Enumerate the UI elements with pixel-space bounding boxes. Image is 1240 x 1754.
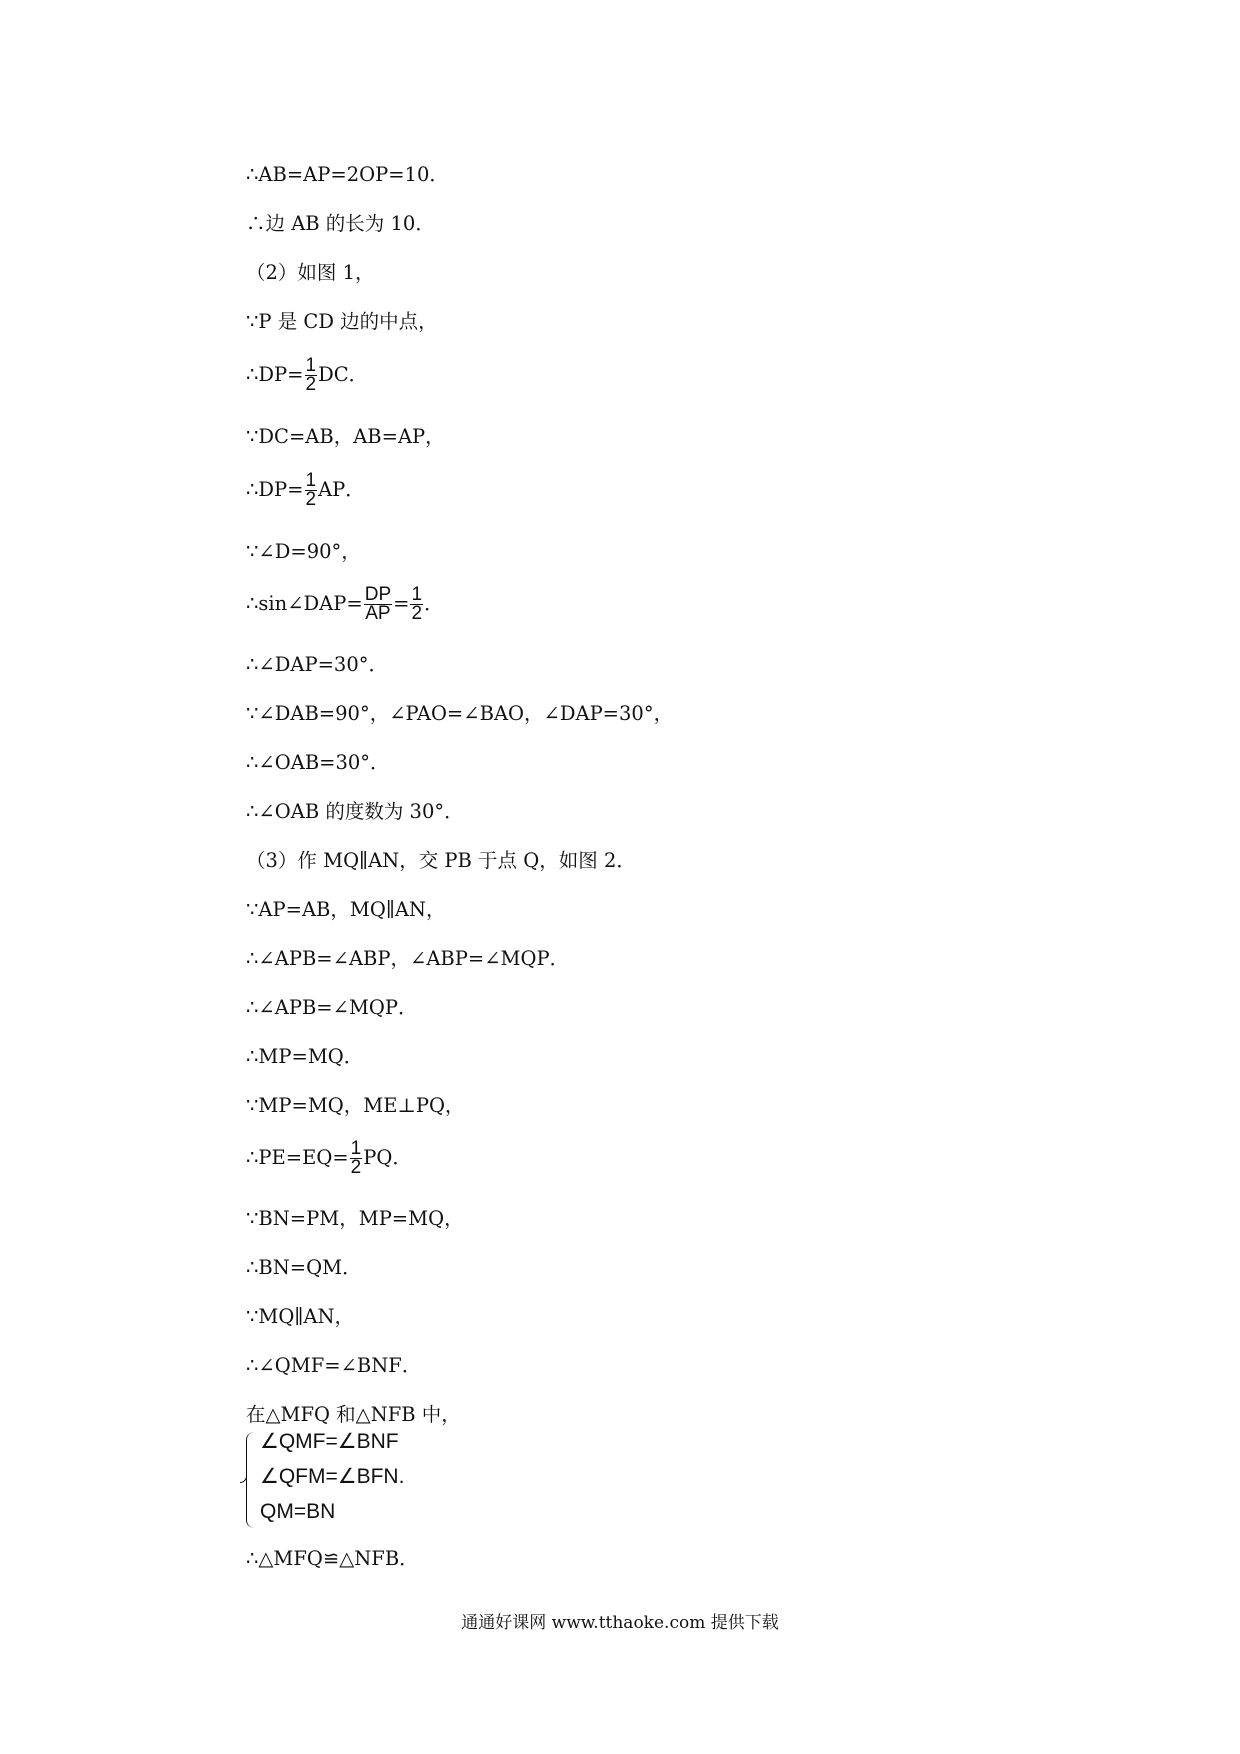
line-20 [246, 1140, 412, 1177]
line-8: ∵∠D=90°， [246, 540, 361, 563]
fraction-numerator: 1 [411, 584, 423, 605]
line-5 [246, 357, 368, 394]
system-row-2: ∠QFM=∠BFN. [260, 1465, 405, 1488]
fraction-numerator: 1 [305, 355, 317, 376]
line-24: ∴∠QMF=∠BNF． [246, 1354, 422, 1377]
fraction-denominator: AP [365, 603, 391, 624]
fraction-half [350, 1140, 363, 1177]
line-9-equals: = [393, 592, 410, 615]
line-7-suffix: AP． [318, 478, 365, 501]
fraction-numerator: 1 [305, 470, 317, 491]
line-6: ∵DC=AB，AB=AP， [246, 425, 445, 448]
system-row-3: QM=BN [260, 1500, 336, 1523]
footer-credit: 通通好课网 www.tthaoke.com 提供下载 [461, 1613, 779, 1633]
line-5-prefix: ∴DP= [246, 363, 304, 386]
line-9 [246, 586, 444, 623]
line-22: ∴BN=QM． [246, 1256, 362, 1279]
line-17: ∴∠APB=∠MQP． [246, 996, 418, 1019]
line-2: ∴边 AB 的长为 10． [246, 212, 435, 235]
line-21: ∵BN=PM，MP=MQ， [246, 1207, 464, 1230]
fraction-half [305, 472, 318, 509]
line-25: 在△MFQ 和△NFB 中， [246, 1403, 461, 1426]
line-9-suffix: ． [424, 592, 444, 615]
line-10: ∴∠DAP=30°． [246, 653, 388, 676]
line-5-suffix: DC． [318, 363, 369, 386]
fraction-numerator: 1 [350, 1138, 362, 1159]
line-18: ∴MP=MQ． [246, 1045, 364, 1068]
line-4: ∵P 是 CD 边的中点， [246, 310, 438, 333]
line-13: ∴∠OAB 的度数为 30°． [246, 800, 464, 823]
line-11: ∵∠DAB=90°，∠PAO=∠BAO，∠DAP=30°， [246, 702, 674, 725]
line-12: ∴∠OAB=30°． [246, 751, 390, 774]
line-7-prefix: ∴DP= [246, 478, 304, 501]
line-20-suffix: PQ． [363, 1146, 412, 1169]
line-3: （2）如图 1， [246, 261, 375, 284]
fraction-numerator: DP [364, 584, 392, 605]
fraction-dp-ap [364, 586, 392, 623]
fraction-half [410, 586, 423, 623]
line-14: （3）作 MQ∥AN，交 PB 于点 Q，如图 2． [246, 849, 636, 872]
line-15: ∵AP=AB，MQ∥AN， [246, 898, 446, 921]
line-7 [246, 472, 365, 509]
line-19: ∵MP=MQ，ME⊥PQ， [246, 1094, 465, 1117]
fraction-denominator: 2 [411, 603, 423, 624]
fraction-half [305, 357, 318, 394]
line-23: ∵MQ∥AN， [246, 1305, 355, 1328]
system-row-1: ∠QMF=∠BNF [260, 1430, 399, 1453]
line-20-prefix: ∴PE=EQ= [246, 1146, 349, 1169]
left-brace [246, 1432, 255, 1528]
fraction-denominator: 2 [305, 374, 317, 395]
line-1: ∴AB=AP=2OP=10． [246, 163, 449, 186]
fraction-denominator: 2 [305, 489, 317, 510]
fraction-denominator: 2 [350, 1157, 362, 1178]
line-9-prefix: ∴sin∠DAP= [246, 592, 363, 615]
line-16: ∴∠APB=∠ABP，∠ABP=∠MQP． [246, 947, 570, 970]
line-26: ∴△MFQ≌△NFB． [246, 1547, 419, 1570]
